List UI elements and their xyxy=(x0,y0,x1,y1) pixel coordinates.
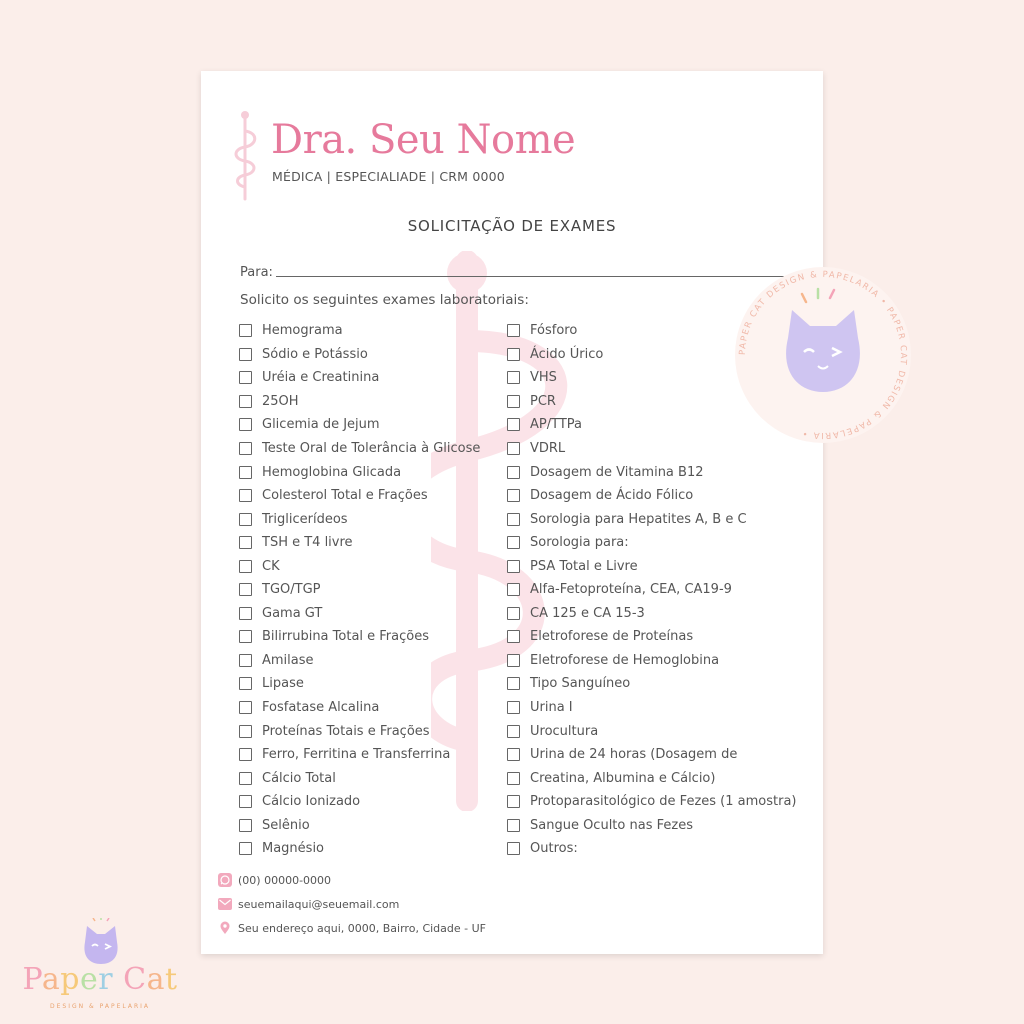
exam-label: CA 125 e CA 15-3 xyxy=(530,605,645,621)
exam-item xyxy=(239,743,480,767)
exam-label: CK xyxy=(262,558,280,574)
exam-label: Colesterol Total e Frações xyxy=(262,488,428,504)
exam-checkbox[interactable] xyxy=(507,795,520,808)
logo-letter: P xyxy=(22,962,42,997)
contact-address xyxy=(218,921,486,935)
exam-label: VDRL xyxy=(530,441,566,456)
exam-item xyxy=(239,531,480,555)
exam-label: Creatina, Albumina e Cálcio) xyxy=(530,770,716,786)
brand-stamp-watermark xyxy=(730,262,916,448)
exam-checkbox[interactable] xyxy=(507,348,520,361)
exam-checkbox[interactable] xyxy=(239,418,252,431)
exam-checkbox[interactable] xyxy=(239,583,252,596)
exam-checkbox[interactable] xyxy=(239,324,252,337)
logo-letter: e xyxy=(79,962,99,997)
exam-label: Ferro, Ferritina e Transferrina xyxy=(262,747,451,763)
logo-letter: p xyxy=(60,962,80,997)
exam-item xyxy=(239,460,480,484)
exam-checkbox[interactable] xyxy=(507,442,520,455)
exam-label: Tipo Sanguíneo xyxy=(530,676,631,692)
exam-checkbox[interactable] xyxy=(239,489,252,502)
exam-checkbox[interactable] xyxy=(239,348,252,361)
location-pin-icon xyxy=(218,921,232,935)
exam-checkbox[interactable] xyxy=(239,560,252,573)
exam-item xyxy=(507,602,797,626)
exam-checkbox[interactable] xyxy=(239,654,252,667)
exam-checkbox[interactable] xyxy=(239,819,252,832)
exam-checkbox[interactable] xyxy=(507,630,520,643)
exam-item xyxy=(507,837,797,861)
exam-item xyxy=(507,719,797,743)
logo-cat-icon xyxy=(76,918,126,968)
exam-checkbox[interactable] xyxy=(507,772,520,785)
exam-item xyxy=(507,484,797,508)
exam-checkbox[interactable] xyxy=(239,513,252,526)
form-title: SOLICITAÇÃO DE EXAMES xyxy=(407,217,617,235)
exam-label: Alfa-Fetoproteína, CEA, CA19-9 xyxy=(530,582,732,598)
exam-item xyxy=(507,578,797,602)
exam-checkbox[interactable] xyxy=(507,513,520,526)
exam-label: Uréia e Creatinina xyxy=(262,370,380,386)
exam-label: Dosagem de Vitamina B12 xyxy=(530,464,704,480)
exam-label: Sangue Oculto nas Fezes xyxy=(530,817,693,833)
exam-checkbox[interactable] xyxy=(239,630,252,643)
exam-label: Outros: xyxy=(530,841,578,857)
exam-label: TSH e T4 livre xyxy=(262,535,353,551)
exam-label: TGO/TGP xyxy=(262,582,321,598)
logo-tagline: DESIGN & PAPELARIA xyxy=(50,1003,150,1010)
exam-item xyxy=(239,413,480,437)
prescription-pad xyxy=(201,71,823,954)
exam-label: Gama GT xyxy=(262,605,323,621)
exam-checkbox[interactable] xyxy=(507,395,520,408)
exam-item xyxy=(239,437,480,461)
exam-label: Lipase xyxy=(262,676,304,692)
exam-checkbox[interactable] xyxy=(239,395,252,408)
exam-label: PCR xyxy=(530,393,556,409)
exam-label: Sorologia para Hepatites A, B e C xyxy=(530,511,747,527)
paper-cat-logo xyxy=(10,918,190,1018)
exam-label: Fosfatase Alcalina xyxy=(262,700,380,716)
phone-text: (00) 00000-0000 xyxy=(238,873,332,887)
exam-item xyxy=(239,366,480,390)
exam-label: Selênio xyxy=(262,817,310,833)
exam-label: Bilirrubina Total e Frações xyxy=(262,629,429,645)
exam-checkbox[interactable] xyxy=(239,677,252,690)
exam-label: Proteínas Totais e Frações xyxy=(262,723,430,739)
exam-item xyxy=(239,343,480,367)
exam-item xyxy=(239,672,480,696)
logo-letter xyxy=(113,962,123,997)
exam-item xyxy=(507,672,797,696)
exam-checkbox[interactable] xyxy=(239,772,252,785)
exam-checkbox[interactable] xyxy=(239,466,252,479)
exam-label: Magnésio xyxy=(262,841,325,857)
exam-list-left xyxy=(239,319,480,861)
doctor-subtitle: MÉDICA | ESPECIALIADE | CRM 0000 xyxy=(272,169,505,184)
exam-item xyxy=(507,625,797,649)
exam-item xyxy=(239,602,480,626)
contact-phone xyxy=(218,873,331,887)
exam-label: VHS xyxy=(530,370,557,386)
logo-letter: t xyxy=(164,962,178,997)
logo-letter: a xyxy=(146,962,165,997)
exam-checkbox[interactable] xyxy=(239,536,252,549)
exam-label: Cálcio Ionizado xyxy=(262,794,361,810)
exam-item xyxy=(239,507,480,531)
exam-label: Urina I xyxy=(530,700,573,716)
exam-label: Protoparasitológico de Fezes (1 amostra) xyxy=(530,794,797,810)
exam-checkbox[interactable] xyxy=(507,536,520,549)
exam-item xyxy=(239,719,480,743)
exam-checkbox[interactable] xyxy=(507,725,520,738)
exam-label: 25OH xyxy=(262,393,299,409)
exam-item xyxy=(239,649,480,673)
whatsapp-icon xyxy=(218,873,232,887)
exam-checkbox[interactable] xyxy=(507,489,520,502)
exam-label: Dosagem de Ácido Fólico xyxy=(530,488,694,504)
exam-item xyxy=(507,766,797,790)
exam-item xyxy=(239,390,480,414)
exam-item xyxy=(507,531,797,555)
exam-label: Hemograma xyxy=(262,323,343,339)
exam-label: Ácido Úrico xyxy=(530,346,604,362)
exam-label: Urina de 24 horas (Dosagem de xyxy=(530,747,738,763)
exam-label: Eletroforese de Proteínas xyxy=(530,629,694,645)
exam-label: Hemoglobina Glicada xyxy=(262,464,402,480)
exam-item xyxy=(239,696,480,720)
exam-checkbox[interactable] xyxy=(239,842,252,855)
logo-letter: C xyxy=(123,962,147,997)
logo-letter: a xyxy=(41,962,61,997)
exam-checkbox[interactable] xyxy=(239,795,252,808)
exam-checkbox[interactable] xyxy=(507,677,520,690)
exam-label: AP/TTPa xyxy=(530,417,582,433)
email-text: seuemailaqui@seuemail.com xyxy=(238,897,400,911)
exam-checkbox[interactable] xyxy=(239,371,252,384)
exam-item xyxy=(507,790,797,814)
para-input-line[interactable] xyxy=(276,276,784,277)
exam-checkbox[interactable] xyxy=(239,725,252,738)
exam-item xyxy=(507,507,797,531)
exam-item xyxy=(507,460,797,484)
exam-checkbox[interactable] xyxy=(507,371,520,384)
exam-label: Triglicerídeos xyxy=(262,511,348,527)
logo-wordmark xyxy=(10,962,190,997)
address-text: Seu endereço aqui, 0000, Bairro, Cidade - UF xyxy=(238,921,486,935)
para-label: Para: xyxy=(240,265,273,280)
exam-label: Sorologia para: xyxy=(530,535,629,551)
exam-checkbox[interactable] xyxy=(507,607,520,620)
exam-checkbox[interactable] xyxy=(239,607,252,620)
exam-checkbox[interactable] xyxy=(239,748,252,761)
caduceus-icon xyxy=(233,109,257,201)
doctor-name: Dra. Seu Nome xyxy=(271,117,576,163)
exam-item xyxy=(239,837,480,861)
exam-item xyxy=(239,484,480,508)
exam-checkbox[interactable] xyxy=(507,654,520,667)
exam-label: Eletroforese de Hemoglobina xyxy=(530,652,720,668)
exam-checkbox[interactable] xyxy=(507,842,520,855)
exam-checkbox[interactable] xyxy=(507,560,520,573)
logo-letter: r xyxy=(98,962,114,997)
exam-label: Amilase xyxy=(262,652,314,668)
exam-checkbox[interactable] xyxy=(507,583,520,596)
exam-label: Glicemia de Jejum xyxy=(262,417,380,433)
exam-checkbox[interactable] xyxy=(507,819,520,832)
exam-label: Teste Oral de Tolerância à Glicose xyxy=(262,441,481,456)
exam-item xyxy=(239,554,480,578)
exam-item xyxy=(239,578,480,602)
exam-label: Sódio e Potássio xyxy=(262,346,368,362)
exam-item xyxy=(507,743,797,767)
exam-checkbox[interactable] xyxy=(507,418,520,431)
contact-email xyxy=(218,897,399,911)
exam-item xyxy=(507,649,797,673)
mail-icon xyxy=(218,897,232,911)
exam-checkbox[interactable] xyxy=(507,324,520,337)
exam-item xyxy=(239,625,480,649)
exam-label: Fósforo xyxy=(530,323,578,339)
exam-checkbox[interactable] xyxy=(507,701,520,714)
exam-item xyxy=(507,554,797,578)
exam-checkbox[interactable] xyxy=(239,442,252,455)
exam-checkbox[interactable] xyxy=(507,748,520,761)
stamp-text: PAPER CAT DESIGN & PAPELARIA • PAPER CAT DESIGN & PAPELARIA • xyxy=(737,269,909,441)
exam-item xyxy=(507,813,797,837)
exam-label: Urocultura xyxy=(530,723,599,739)
exam-item xyxy=(239,319,480,343)
exam-item xyxy=(507,696,797,720)
intro-text: Solicito os seguintes exames laboratoriais: xyxy=(240,292,529,308)
exam-label: Cálcio Total xyxy=(262,770,336,786)
exam-checkbox[interactable] xyxy=(239,701,252,714)
exam-item xyxy=(239,766,480,790)
exam-label: PSA Total e Livre xyxy=(530,558,638,574)
exam-item xyxy=(239,813,480,837)
exam-checkbox[interactable] xyxy=(507,466,520,479)
exam-item xyxy=(239,790,480,814)
